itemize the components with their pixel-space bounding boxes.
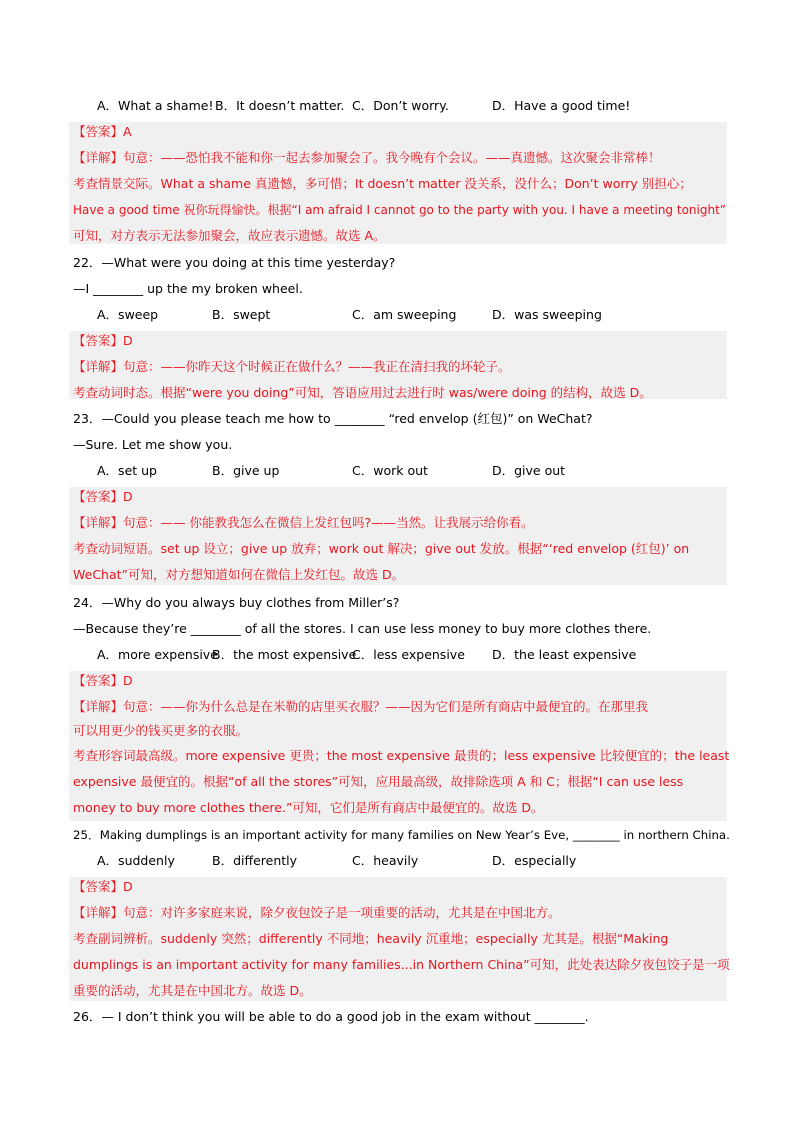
q21-option-d: D．Have a good time! [492, 98, 631, 113]
q25-option-b: B．differently [212, 853, 298, 868]
q24-detail-4: expensive 最便宜的。根据“of all the stores”可知，应用最高级，故排除选项 A 和 C；根据“I can use less [73, 774, 684, 789]
q21-answer: 【答案】A [73, 124, 132, 139]
q25-question-1: 25．Making dumplings is an important activity for many families on New Year’s Eve, ________ in northern China. [73, 828, 730, 842]
q23-answer: 【答案】D [73, 489, 133, 504]
q24-detail-1: 【详解】句意：——你为什么总是在米勒的店里买衣服？——因为它们是所有商店中最便宜的。在那里我 [73, 699, 649, 714]
q23-question-2: —Sure. Let me show you. [73, 437, 233, 452]
q23-option-a: A．set up [97, 463, 157, 478]
q21-detail-2: 考查情景交际。What a shame 真遗憾，多可惜；It doesn’t matter 没关系，没什么；Don’t worry 别担心； [73, 176, 692, 191]
q22-detail-1: 【详解】句意：——你昨天这个时候正在做什么？——我正在清扫我的坏轮子。 [73, 359, 511, 374]
q24-question-1: 24．—Why do you always buy clothes from Miller’s? [73, 595, 400, 610]
q23-detail-1: 【详解】句意：—— 你能教我怎么在微信上发红包吗?——当然。让我展示给你看。 [73, 515, 534, 530]
q23-detail-2: 考查动词短语。set up 设立；give up 放弃；work out 解决；give out 发放。根据“‘red envelop (红包)’ on [73, 541, 690, 556]
q21-option-a: A．What a shame! [97, 98, 214, 113]
q24-question-2: —Because they’re ________ of all the stores. I can use less money to buy more clothes there. [73, 621, 652, 636]
q24-detail-2: 可以用更少的钱买更多的衣服。 [73, 723, 249, 738]
q22-option-c: C．am sweeping [352, 307, 457, 322]
q24-option-d: D．the least expensive [492, 647, 637, 662]
q25-option-c: C．heavily [352, 853, 419, 868]
q24-option-a: A．more expensive [97, 647, 218, 662]
q21-detail-4: 可知，对方表示无法参加聚会，故应表示遗憾。故选 A。 [73, 228, 386, 243]
q25-option-a: A．suddenly [97, 853, 175, 868]
q24-options [97, 646, 757, 664]
q25-answer: 【答案】D [73, 879, 133, 894]
q22-option-d: D．was sweeping [492, 307, 602, 322]
q21-detail-3: Have a good time 祝你玩得愉快。根据“I am afraid I cannot go to the party with you. I have a meeting tonight” [73, 203, 726, 217]
q21-option-b: B．It doesn’t matter. [215, 98, 345, 113]
q21-detail-1: 【详解】句意：——恐怕我不能和你一起去参加聚会了。我今晚有个会议。——真遗憾。这次聚会非常棒！ [73, 150, 661, 165]
q24-answer: 【答案】D [73, 673, 133, 688]
q22-detail-2: 考查动词时态。根据“were you doing”可知，答语应用过去进行时 was/were doing 的结构，故选 D。 [73, 385, 652, 400]
q25-options [97, 852, 757, 870]
q25-option-d: D．especially [492, 853, 577, 868]
q25-detail-2: 考查副词辨析。suddenly 突然；differently 不同地；heavily 沉重地；especially 尤其是。根据“Making [73, 931, 669, 946]
q26-question-1: 26．— I don’t think you will be able to do a good job in the exam without ________. [73, 1009, 589, 1024]
q24-option-b: B．the most expensive [212, 647, 357, 662]
q23-options [97, 462, 757, 480]
q24-detail-5: money to buy more clothes there.”可知，它们是所有商店中最便宜的。故选 D。 [73, 800, 544, 815]
q25-detail-1: 【详解】句意：对许多家庭来说，除夕夜包饺子是一项重要的活动，尤其是在中国北方。 [73, 905, 561, 920]
q22-question-2: —I ________ up the my broken wheel. [73, 281, 303, 296]
q23-question-1: 23．—Could you please teach me how to ________ “red envelop (红包)” on WeChat? [73, 411, 593, 426]
q22-option-b: B．swept [212, 307, 271, 322]
q25-detail-4: 重要的活动，尤其是在中国北方。故选 D。 [73, 983, 312, 998]
q25-detail-3: dumplings is an important activity for many families...in Northern China”可知，此处表达除夕夜包饺子是一项 [73, 957, 730, 972]
q21-option-c: C．Don’t worry. [352, 98, 449, 113]
q23-option-c: C．work out [352, 463, 428, 478]
q21-options [97, 97, 757, 115]
q22-question-1: 22．—What were you doing at this time yesterday? [73, 255, 396, 270]
q22-options [97, 306, 757, 324]
q23-option-b: B．give up [212, 463, 280, 478]
q23-detail-3: WeChat”可知，对方想知道如何在微信上发红包。故选 D。 [73, 567, 405, 582]
q22-option-a: A．sweep [97, 307, 159, 322]
q22-answer: 【答案】D [73, 333, 133, 348]
q23-option-d: D．give out [492, 463, 566, 478]
q24-detail-3: 考查形容词最高级。more expensive 更贵；the most expensive 最贵的；less expensive 比较便宜的；the least [73, 748, 730, 763]
q24-option-c: C．less expensive [352, 647, 465, 662]
